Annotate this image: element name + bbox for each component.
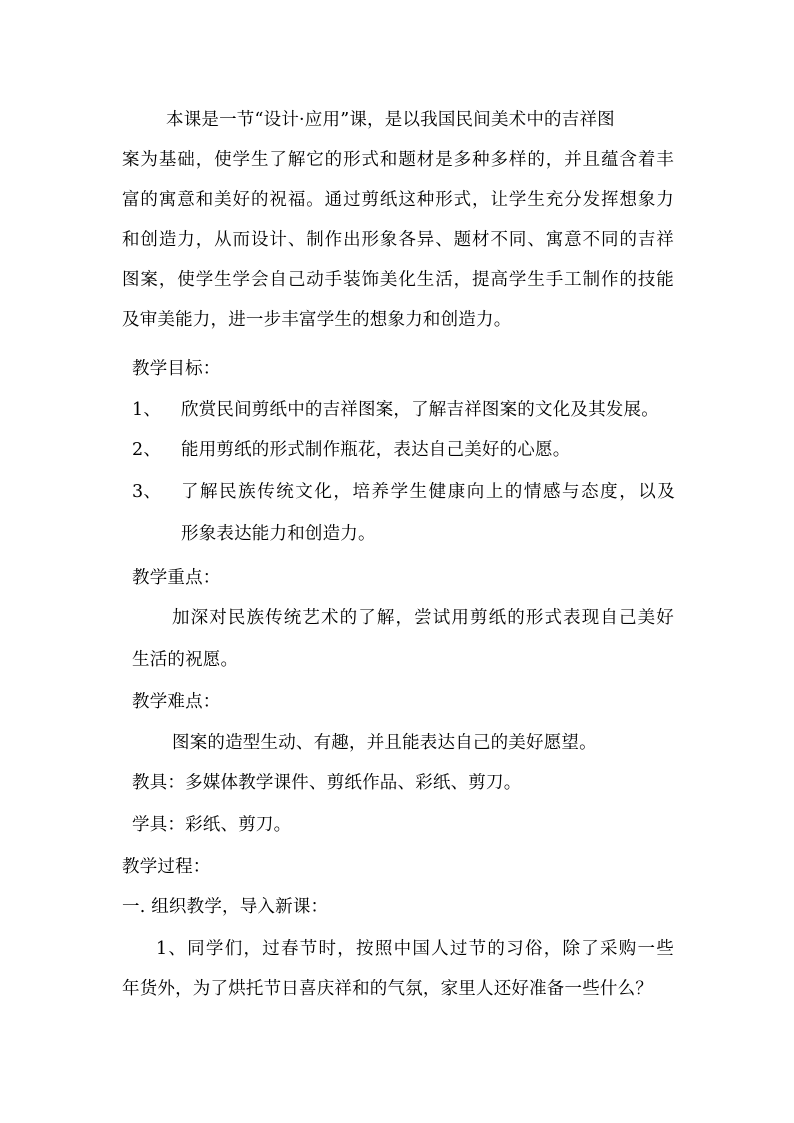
student-tools: 学具：彩纸、剪刀。 [132,815,292,835]
difficulties-heading: 教学难点： [132,692,221,712]
difficulties-text: 图案的造型生动、有趣，并且能表达自己的美好愿望。 [172,733,597,753]
objective-2-number: 2、 [132,440,162,460]
process-heading: 教学过程： [122,857,211,877]
intro-line-4: 和创造力，从而设计、制作出形象各异、题材不同、寓意不同的吉祥 [122,230,674,250]
intro-line-6: 及审美能力，进一步丰富学生的想象力和创造力。 [122,310,512,330]
objective-3-text: 了解民族传统文化，培养学生健康向上的情感与态度，以及 [181,482,675,502]
objective-1-text: 欣赏民间剪纸中的吉祥图案，了解吉祥图案的文化及其发展。 [181,400,659,420]
objective-2-text: 能用剪纸的形式制作瓶花，表达自己美好的心愿。 [181,440,571,460]
intro-line-2: 案为基础，使学生了解它的形式和题材是多种多样的，并且蕴含着丰 [122,150,674,170]
process-q1-line-1: 1、同学们，过春节时，按照中国人过节的习俗，除了采购一些 [156,939,674,959]
objective-3-number: 3、 [132,482,162,502]
objectives-heading: 教学目标： [132,359,221,379]
intro-line-3: 富的寓意和美好的祝福。通过剪纸这种形式，让学生充分发挥想象力 [122,190,674,210]
process-q1-line-2: 年货外，为了烘托节日喜庆祥和的气氛，家里人还好准备一些什么？ [122,979,653,999]
key-points-line-1: 加深对民族传统艺术的了解，尝试用剪纸的形式表现自己美好 [172,608,674,628]
key-points-line-2: 生活的祝愿。 [132,650,239,670]
process-section-1: 一. 组织教学，导入新课： [122,897,329,917]
teaching-tools: 教具：多媒体教学课件、剪纸作品、彩纸、剪刀。 [132,773,522,793]
objective-3-continuation: 形象表达能力和创造力。 [181,524,376,544]
intro-line-1: 本课是一节“设计·应用”课，是以我国民间美术中的吉祥图 [166,110,615,130]
intro-line-5: 图案，使学生学会自己动手装饰美化生活，提高学生手工制作的技能 [122,270,674,290]
objective-1-number: 1、 [132,400,162,420]
key-points-heading: 教学重点： [132,568,221,588]
